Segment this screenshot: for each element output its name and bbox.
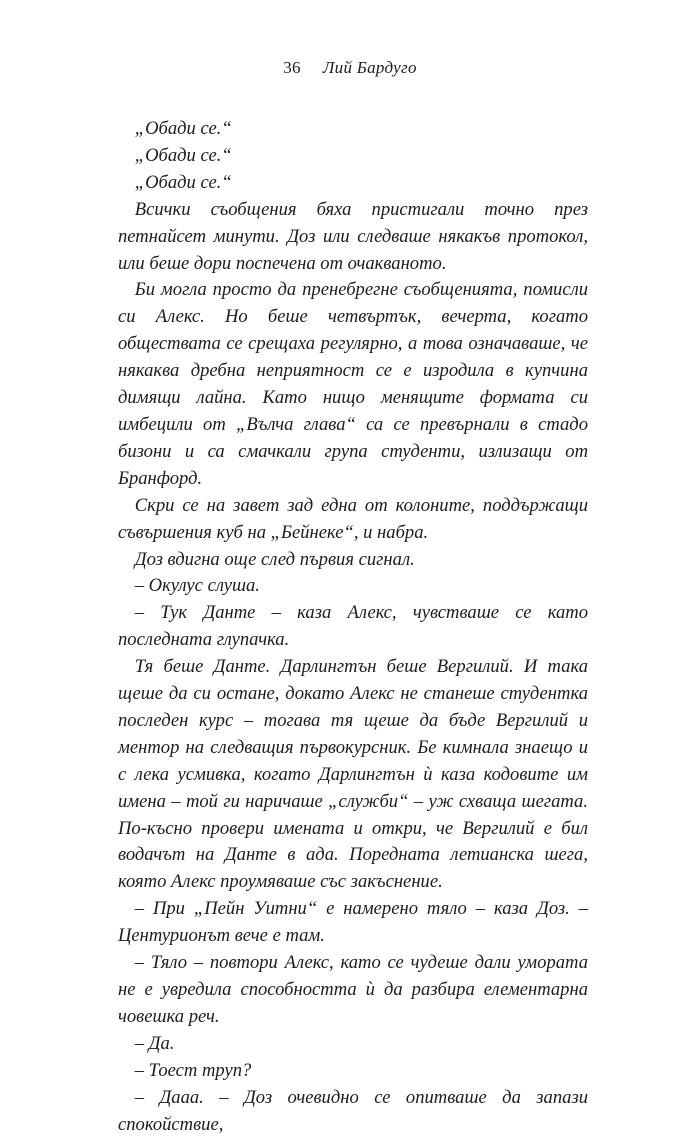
body-text [118, 116, 588, 1138]
paragraph: Тя беше Данте. Дарлингтън беше Вергилий. И така щеше да си остане, докато Алекс не станеше студентка последен курс – тогава тя щеше да бъде Вергилий и ментор на следващия първокурсник. Бе кимнала знаещо и с лека усмивка, когато Дарлингтън ѝ каза кодовите им имена – той ги наричаше „служби“ – уж схваща шегата. По-късно провери имената и откри, че Вергилий е бил водачът на Данте в ада. Поредната летианска шега, която Алекс проумяваше със закъснение. [118, 656, 588, 893]
dialogue-line: – Тяло – повтори Алекс, като се чудеше дали умората не е увредила способността ѝ да разбира елементарна човешка реч. [118, 952, 588, 1027]
paragraph: Скри се на завет зад една от колоните, поддържащи съвършения куб на „Бейнеке“, и набра. [118, 494, 588, 543]
dialogue-line: – Дааа. – Доз очевидно се опитваше да запази спокойствие, [118, 1086, 588, 1135]
paragraph: Всички съобщения бяха пристигали точно през петнайсет минути. Доз или следваше някакъв протокол, или беше дори поспечена от очакваното. [118, 198, 588, 274]
dialogue-line: – При „Пейн Уитни“ е намерено тяло – каза Доз. – Центурионът вече е там. [118, 898, 588, 947]
paragraph: Би могла просто да пренебрегне съобщенията, помисли си Алекс. Но беше четвъртък, вечерта, когато обществата се срещаха регулярно, а това означаваше, че някаква дребна неприятност се е изродила в купчина димящи лайна. Като нищо менящите формата си имбецили от „Вълча глава“ са се превърнали в стадо бизони и са смачкали група студенти, излизащи от Бранфорд. [118, 279, 588, 489]
dialogue-line: – Окулус слуша. [134, 575, 260, 597]
paragraph: „Обади се.“ [134, 118, 232, 139]
paragraph: „Обади се.“ [134, 171, 232, 193]
author-name: Лий Бардуго [322, 58, 417, 77]
paragraph: „Обади се.“ [134, 144, 232, 166]
dialogue-line: – Тук Данте – каза Алекс, чувстваше се като последната глупачка. [118, 602, 588, 651]
dialogue-line: – Тоест труп? [134, 1059, 252, 1081]
page-number: 36 [283, 58, 301, 77]
dialogue-line: – Да. [134, 1032, 175, 1054]
paragraph: Доз вдигна още след първия сигнал. [134, 548, 415, 570]
running-head [0, 58, 700, 78]
